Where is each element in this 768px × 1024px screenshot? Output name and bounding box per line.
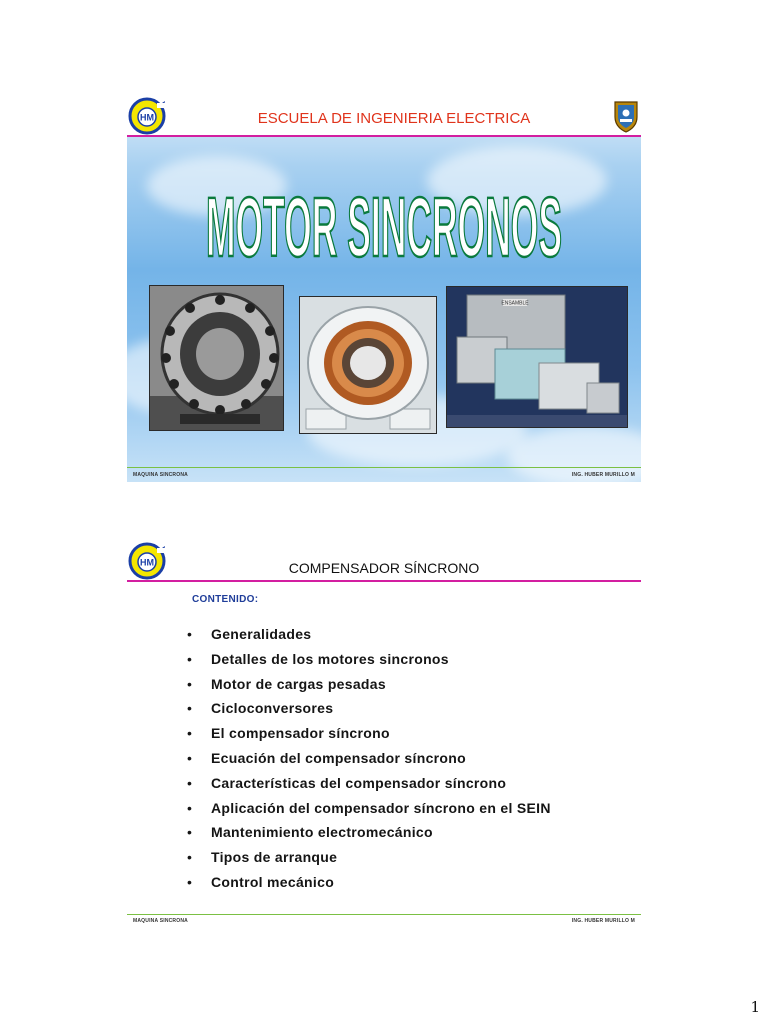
- list-item: • Características del compensador síncrono: [187, 774, 507, 791]
- bullet-icon: •: [187, 749, 193, 766]
- bullet-icon: •: [187, 650, 193, 667]
- school-title: ESCUELA DE INGENIERIA ELECTRICA: [257, 110, 531, 127]
- hm-logo-icon: [128, 97, 166, 135]
- industrial-motors-photo: [446, 286, 628, 428]
- main-title-text: MOTOR SINCRONOS: [206, 180, 562, 270]
- bullet-icon: •: [187, 626, 193, 642]
- page-number: 1: [750, 998, 760, 1016]
- bullet-icon: •: [187, 873, 193, 890]
- list-item: • El compensador síncrono: [187, 725, 390, 742]
- svg-text:ENSAMBLE: ENSAMBLE: [501, 300, 529, 307]
- svg-text:HM: HM: [140, 112, 154, 123]
- hm-logo: [128, 97, 166, 135]
- bullet-icon: •: [187, 849, 193, 866]
- footer-course: MAQUINA SINCRONA: [133, 918, 188, 924]
- stator-photo: [149, 285, 284, 431]
- svg-text:HM: HM: [140, 557, 154, 568]
- contents-list: [187, 624, 551, 897]
- list-item: • Cicloconversores: [187, 700, 334, 717]
- footer-divider: [127, 467, 641, 468]
- list-item: • Aplicación del compensador síncrono en el SEIN: [187, 799, 551, 816]
- list-item: • Detalles de los motores sincronos: [187, 650, 449, 667]
- bullet-icon: •: [187, 799, 193, 816]
- footer-author: ING. HUBER MURILLO M: [571, 918, 635, 924]
- list-item: • Ecuación del compensador síncrono: [187, 749, 466, 766]
- header-divider: [127, 135, 641, 137]
- slide-title: COMPENSADOR SÍNCRONO: [288, 560, 480, 576]
- university-crest-icon: [613, 99, 639, 133]
- title-slide: [127, 96, 641, 482]
- list-item: • Motor de cargas pesadas: [187, 675, 386, 692]
- bullet-icon: •: [187, 774, 193, 791]
- list-item: • Generalidades: [187, 626, 312, 642]
- main-title: [127, 174, 641, 275]
- bullet-icon: •: [187, 725, 193, 742]
- footer-author: ING. HUBER MURILLO M: [571, 472, 635, 478]
- bullet-icon: •: [187, 675, 193, 692]
- footer-divider: [127, 914, 641, 915]
- section-label: CONTENIDO:: [192, 594, 259, 605]
- bullet-icon: •: [187, 824, 193, 841]
- list-item: • Mantenimiento electromecánico: [187, 824, 433, 841]
- bullet-icon: •: [187, 700, 193, 717]
- list-item: • Tipos de arranque: [187, 849, 338, 866]
- contents-slide: [127, 538, 641, 926]
- motor-housing-photo: [299, 296, 437, 434]
- header-divider: [127, 580, 641, 582]
- slide-header: [127, 96, 641, 136]
- list-item: • Control mecánico: [187, 873, 335, 890]
- footer-course: MAQUINA SINCRONA: [133, 472, 188, 478]
